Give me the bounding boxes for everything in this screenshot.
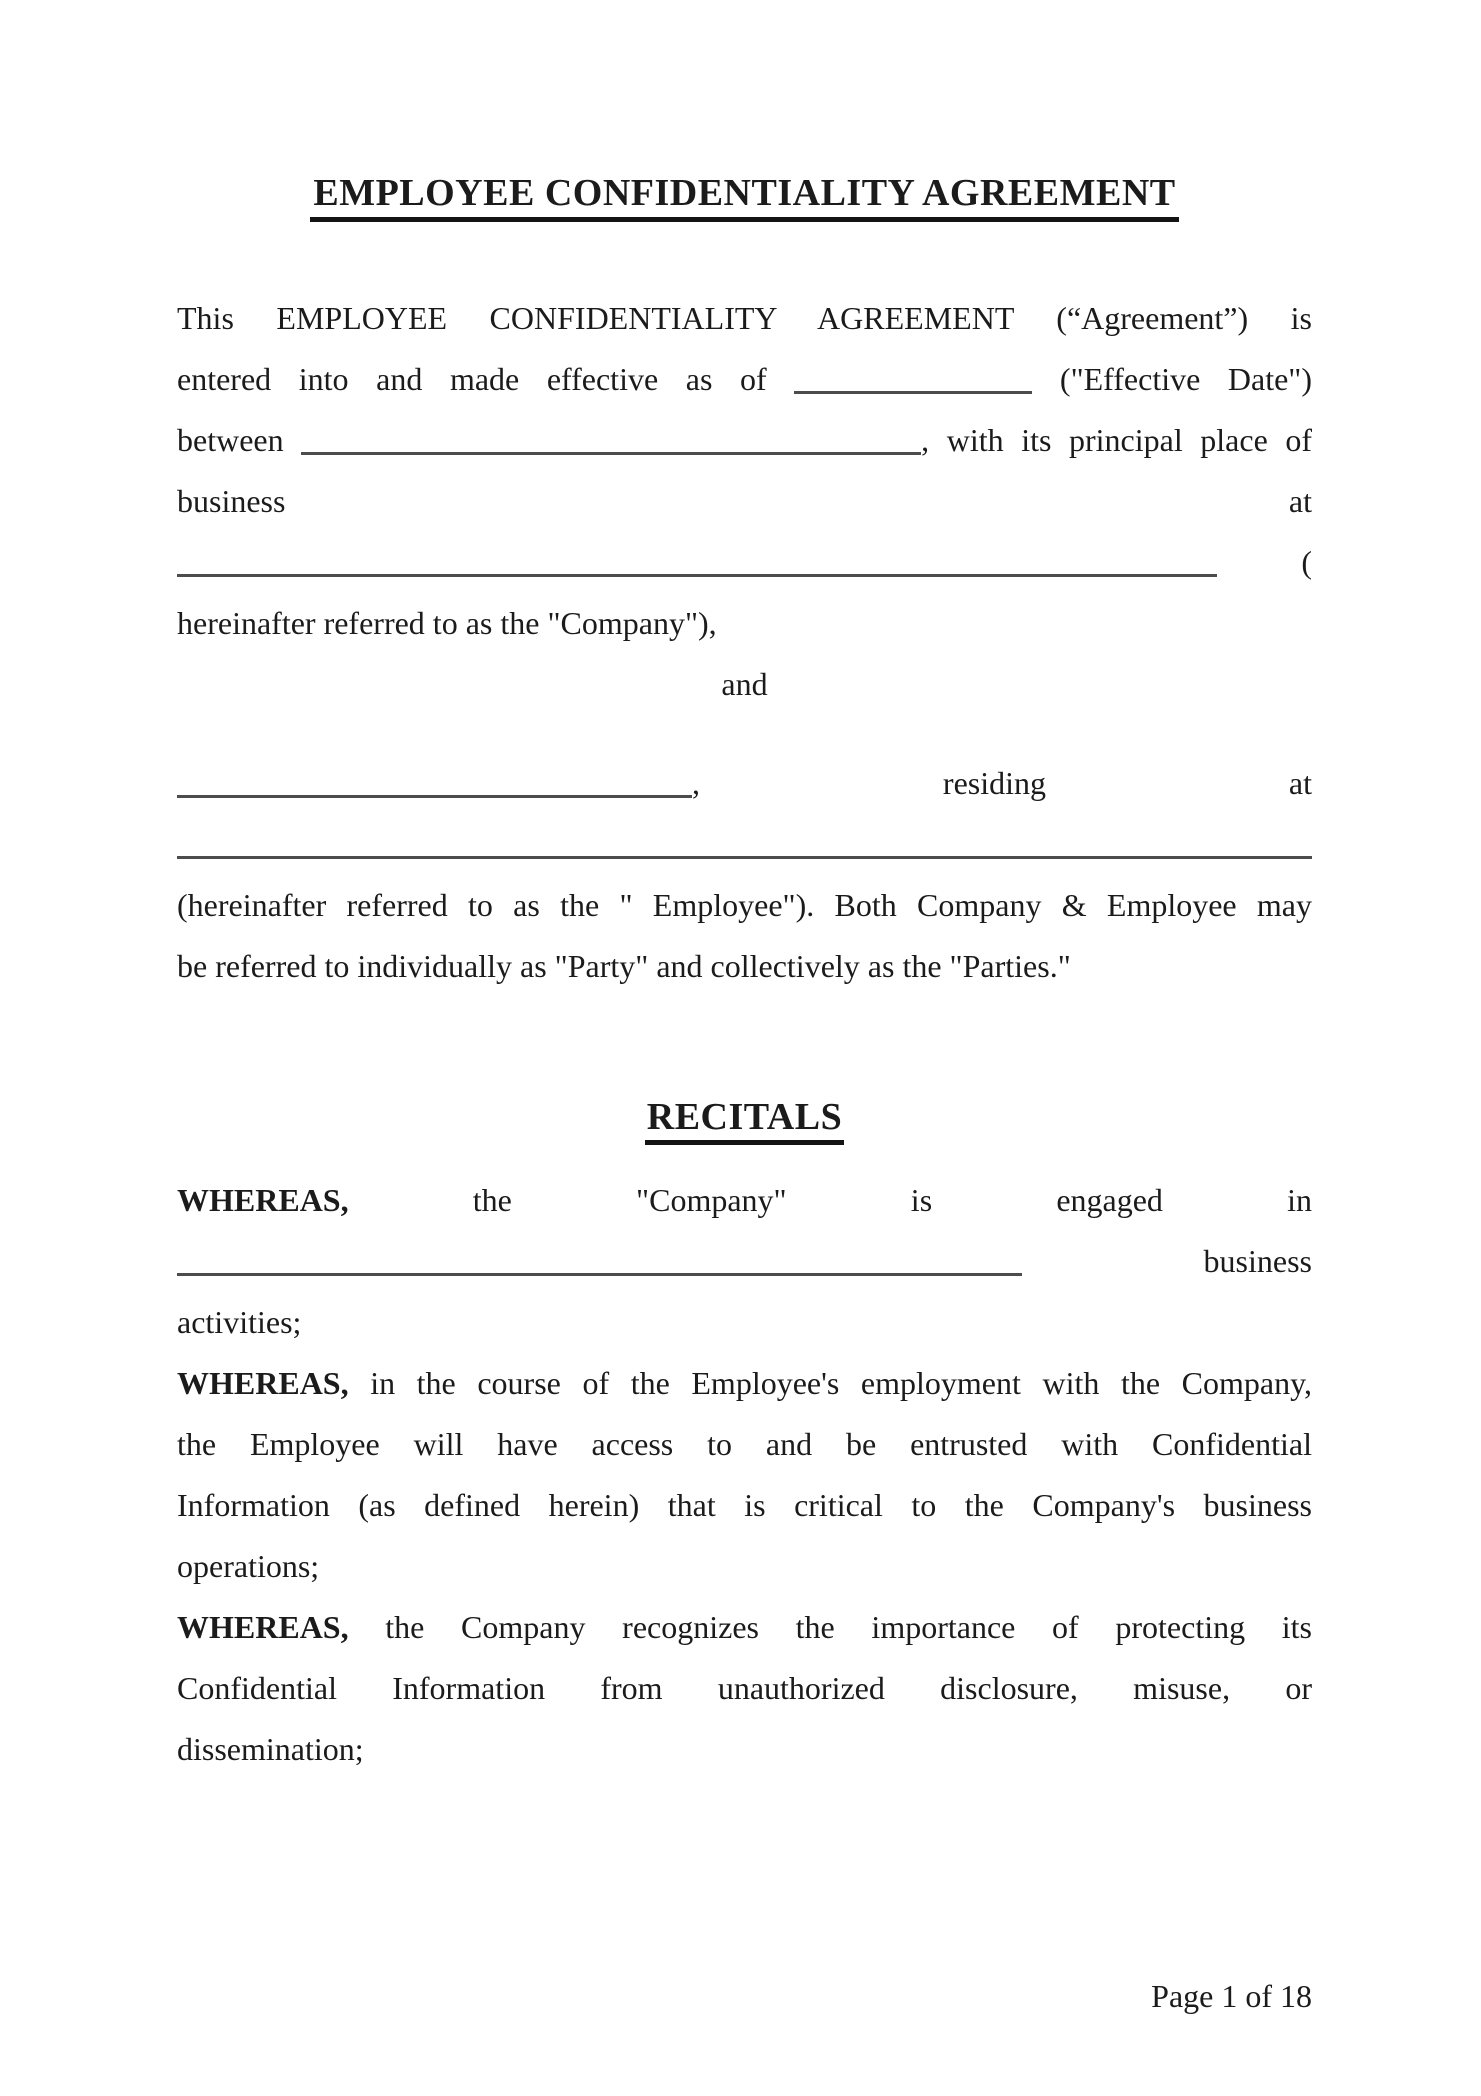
intro-line-9 bbox=[177, 814, 1312, 875]
document-title: EMPLOYEE CONFIDENTIALITY AGREEMENT bbox=[310, 172, 1178, 222]
company-address-blank bbox=[177, 569, 1217, 577]
recitals-line-4-rest: in the course of the Employee's employment with the Company, bbox=[370, 1365, 1312, 1401]
intro-line-5-post: ( bbox=[1301, 544, 1312, 580]
intro-line-1: This EMPLOYEE CONFIDENTIALITY AGREEMENT (“Agreement”) is bbox=[177, 300, 1312, 336]
whereas-2-label: WHEREAS, bbox=[177, 1365, 349, 1401]
recitals-line-1-rest: the "Company" is engaged in bbox=[472, 1182, 1312, 1218]
recitals-heading-row bbox=[177, 1092, 1312, 1150]
recitals-line-2-right: business bbox=[1203, 1243, 1312, 1279]
recitals-line-7: operations; bbox=[177, 1548, 320, 1584]
intro-line-3-post: , with its principal place of bbox=[921, 422, 1312, 458]
intro-line-6: hereinafter referred to as the "Company"), bbox=[177, 605, 717, 641]
recitals-line-9: Confidential Information from unauthorized disclosure, misuse, or bbox=[177, 1670, 1312, 1706]
intro-line-10: (hereinafter referred to as the " Employee"). Both Company & Employee may bbox=[177, 887, 1312, 923]
intro-line-2-pre: entered into and made effective as of bbox=[177, 361, 767, 397]
business-activity-blank bbox=[177, 1268, 1022, 1276]
recitals-line-2 bbox=[177, 1231, 1312, 1292]
intro-line-4: business at bbox=[177, 483, 1312, 519]
whereas-3-label: WHEREAS, bbox=[177, 1609, 349, 1645]
page-footer bbox=[177, 1966, 1312, 2027]
recitals-section bbox=[177, 1092, 1312, 1780]
intro-section bbox=[177, 288, 1312, 997]
intro-line-8-rest: , residing at bbox=[692, 765, 1312, 801]
employee-address-blank bbox=[177, 851, 1312, 859]
recitals-line-6: Information (as defined herein) that is critical to the Company's business bbox=[177, 1487, 1312, 1523]
recitals-line-4 bbox=[177, 1353, 1312, 1414]
intro-line-3-pre: between bbox=[177, 422, 284, 458]
employee-name-blank bbox=[177, 790, 692, 798]
page-number-label: Page 1 of 18 bbox=[1151, 1978, 1312, 2014]
recitals-line-8-rest: the Company recognizes the importance of protecting its bbox=[385, 1609, 1312, 1645]
intro-line-5 bbox=[177, 532, 1312, 593]
recitals-line-1 bbox=[177, 1170, 1312, 1231]
intro-line-2-post: ("Effective Date") bbox=[1059, 361, 1312, 397]
recitals-line-10: dissemination; bbox=[177, 1731, 364, 1767]
intro-line-7: and bbox=[721, 666, 768, 702]
company-name-blank bbox=[301, 447, 921, 455]
whereas-1-label: WHEREAS, bbox=[177, 1182, 349, 1218]
recitals-line-8 bbox=[177, 1597, 1312, 1658]
intro-line-3 bbox=[177, 410, 1312, 471]
recitals-heading: RECITALS bbox=[645, 1096, 844, 1145]
effective-date-blank bbox=[794, 386, 1032, 394]
recitals-line-5: the Employee will have access to and be entrusted with Confidential bbox=[177, 1426, 1312, 1462]
intro-line-11: be referred to individually as "Party" and collectively as the "Parties." bbox=[177, 948, 1071, 984]
recitals-line-3: activities; bbox=[177, 1304, 302, 1340]
document-title-row bbox=[177, 168, 1312, 226]
intro-line-2 bbox=[177, 349, 1312, 410]
intro-line-8 bbox=[177, 753, 1312, 814]
